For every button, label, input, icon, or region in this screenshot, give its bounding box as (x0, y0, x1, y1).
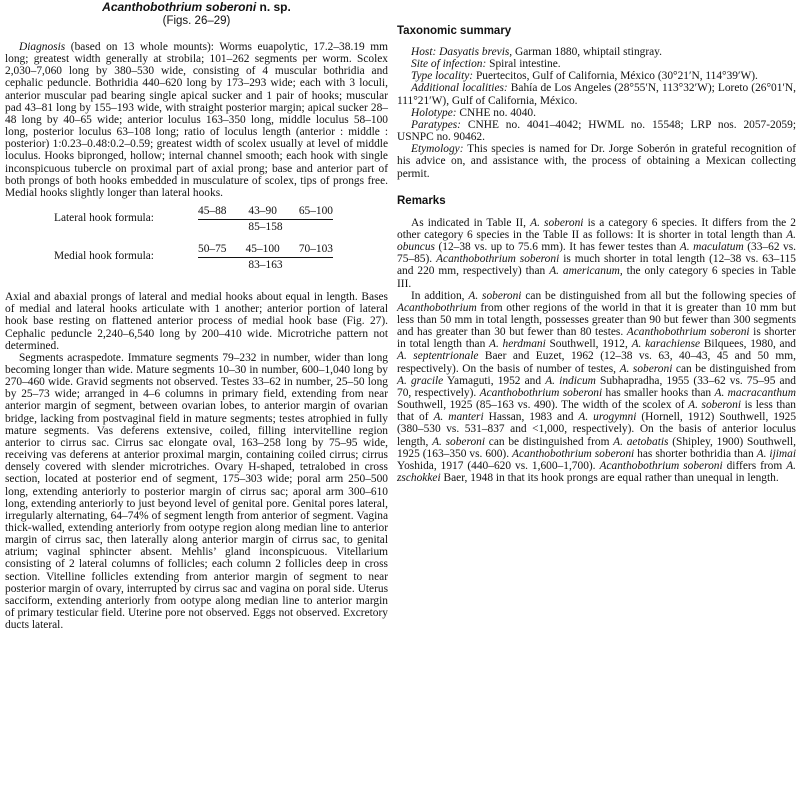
entry-value: Bahía de Los Angeles (28°55′N, 113°32′W); Loreto (26°01′N, 111°21′W), Gulf of California, México. (397, 82, 796, 107)
taxonomic-entry (397, 107, 796, 119)
medial-hook-formula (5, 243, 388, 281)
species-name-italic: Acanthobothrium (397, 301, 477, 314)
text-run: the only category 6 species in Table III. (397, 265, 796, 290)
text-run: is shorter in total length than (397, 326, 796, 351)
diagnosis-paragraph (5, 41, 388, 199)
text-run: Southwell, 1912, (545, 338, 632, 351)
entry-value: Puertecitos, Gulf of California, México (30°21′N, 114°39′W). (473, 70, 758, 83)
species-name-italic: A. soberoni (619, 362, 673, 375)
text-run: has shorter bothridia than (634, 447, 757, 460)
text-run: can be distinguished from (672, 362, 796, 375)
text-run: As indicated in Table II, (411, 216, 531, 229)
right-column (397, 0, 796, 484)
entry-value: CNHE no. 4041–4042; HWML no. 15548; LRP nos. 2057-2059; USNPC no. 90462. (397, 118, 796, 144)
taxonomic-entry (397, 119, 796, 143)
left-column (5, 0, 388, 631)
entry-value: Garman 1880, whiptail stingray. (512, 46, 662, 58)
entry-label: Type locality: (411, 70, 474, 83)
diagnosis-text: (based on 13 whole mounts): Worms euapolytic, 17.2–38.19 mm long; greatest width generally at strobila; 101–262 segments per worm. Scolex 2,030–7,060 long by 380–530 wide, consisting of 4 muscular bothridia and cephalic peduncle. Bothridia 440–620 long by 173–293 wide; each with 3 loculi, anterior muscular pad bearing single apical sucker and 1 pair of hooks; muscular pad 43–81 long by 155–193 wide, with straight posterior margin; apical sucker 28–48 long by 40–65 wide; anterior loculus 163–350 long, middle loculus 58–100 long, posterior loculus 63–108 long; ratio of loculus length (anterior : middle : posterior) 1:0.23–0.48:0.2–0.59; greatest width of scolex usually at level of middle loculus. Hooks bipronged, hollow; internal channel smooth; each hook with single inconspicuous tubercle on proximal part of axial prong; base and anterior part of both prongs of both hooks embedded in musculature of scolex, tips of prongs free. Medial hooks slightly longer than lateral hooks. (5, 41, 388, 199)
text-run: Subhapradha, 1955 (33–62 vs. 75–95 and 70, respectively). (397, 374, 796, 399)
taxonomic-entry (397, 58, 796, 70)
species-name-italic: Acanthobothrium soberoni (436, 253, 560, 266)
text-run: is much shorter in total length (12–38 vs. 63–115 and 220 mm, respectively) than (397, 253, 797, 278)
entry-label: Host: (411, 46, 437, 58)
formula-numerator (198, 205, 333, 220)
taxonomic-summary-list (397, 46, 796, 180)
species-name-italic: A. gracile (397, 374, 444, 387)
entry-label: Additional localities: (411, 82, 508, 95)
species-name: Acanthobothrium soberoni (102, 0, 257, 14)
species-name-italic: A. soberoni (530, 216, 584, 229)
remarks-paragraph-2 (397, 290, 796, 485)
lateral-hook-formula (5, 205, 388, 243)
entry-value: Spiral intestine. (486, 58, 561, 71)
text-run: Bilquees, 1980, and (700, 338, 797, 351)
taxonomic-entry (397, 70, 796, 82)
entry-value: This species is named for Dr. Jorge Soberón in grateful recognition of his advice on, and assistance with, the process of obtaining a Mexican collecting permit. (397, 143, 796, 180)
hook-prongs-paragraph: Axial and abaxial prongs of lateral and medial hooks about equal in length. Bases of medial and lateral hooks articulate with 1 another; anterior portion of lateral hook base resting on flattened anterior process of medial hook base (Fig. 27). Cephalic peduncle 2,240–6,540 long by 200–410 wide. Microtriche pattern not determined. (5, 291, 388, 352)
formula-fraction (198, 205, 333, 234)
species-name-italic: A. obuncus (397, 228, 796, 254)
text-run: Yoshida, 1917 (440–620 vs. 1,600–1,700). (397, 459, 600, 472)
entry-label: Holotype: (411, 106, 457, 119)
entry-italic-value: Dasyatis brevis, (436, 46, 513, 58)
text-run: from other regions of the world in that it is greater than 10 mm but less than 50 mm in total length, possesses greater than 90 but fewer than 300 segments and has greater than 30 but fewer than 80 testes. (397, 301, 796, 339)
formula-label: Medial hook formula: (54, 250, 154, 263)
text-run: Hassan, 1983 and (483, 411, 579, 424)
text-run: (Hornell, 1912) Southwell, 1925 (380–530 vs. 531–837 and <1,000, respectively). On the basis of anterior loculus length, (397, 411, 797, 448)
remarks-paragraph-1 (397, 217, 796, 290)
species-name-italic: Acanthobothrium soberoni (479, 386, 603, 399)
hook-formulas (5, 205, 388, 281)
species-name-italic: Acanthobothrium soberoni (599, 459, 723, 472)
taxonomic-entry (397, 143, 796, 179)
text-run: Baer and Euzet, 1962 (12–38 vs. 63, 40–43, 45 and 50 mm, respectively). On the basis of number of testes, (397, 350, 796, 375)
species-name-italic: A. manteri (433, 411, 484, 424)
text-run: (12–38 vs. up to 75.6 mm). It has fewer testes than (434, 241, 680, 254)
species-name-italic: A. americanum, (549, 265, 623, 278)
species-name-italic: A. maculatum (679, 241, 744, 254)
formula-value: 45–100 (245, 243, 280, 256)
text-run: has smaller hooks than (602, 386, 715, 399)
entry-label: Etymology: (411, 143, 464, 156)
formula-numerator (198, 243, 333, 258)
taxonomic-summary-heading: Taxonomic summary (397, 25, 512, 37)
taxonomic-entry (397, 82, 796, 106)
formula-denominator: 83–163 (248, 259, 283, 272)
species-name-italic: Acanthobothrium soberoni (512, 447, 635, 460)
species-name-italic: A. soberoni (468, 289, 522, 302)
text-run: is a category 6 species. It differs from the 2 other category 6 species in the Table II as follows: It is shorter in total length than (397, 216, 796, 241)
species-name-italic: A. ijimai (756, 447, 796, 460)
formula-denominator: 85–158 (248, 221, 283, 234)
taxonomic-entry (397, 46, 796, 58)
species-name-italic: A. urogymni (578, 411, 637, 424)
text-run: Southwell, 1925 (85–163 vs. 490). The width of the scolex of (397, 399, 689, 412)
formula-label: Lateral hook formula: (54, 212, 154, 225)
text-run: is less than that of (397, 399, 796, 424)
text-run: Yamaguti, 1952 and (443, 374, 546, 387)
entry-value: CNHE no. 4040. (456, 106, 536, 119)
species-name-italic: A. herdmani (489, 338, 546, 351)
species-name-italic: A. karachiense (631, 338, 701, 351)
entry-label: Site of infection: (411, 58, 487, 71)
segments-paragraph: Segments acraspedote. Immature segments 79–232 in number, wider than long becoming longer than wide. Mature segments 10–30 in number, 600–1,040 long by 270–460 wide. Gravid segments not observed. Testes 33–62 in number, 25–50 long by 25–73 wide; arranged in 4–6 columns in primary field, extending from near anterior margin of segment, between ovarian lobes, to anterior margin of ovarian bridge, lacking from postvaginal field in mature segments; testes atrophied in fully mature segments. Vas deferens extensive, coiled, filling intervitelline region anterior to cirrus sac. Cirrus sac elongate oval, 163–258 long by 75–95 wide, receiving vas deferens at anterior proximal margin, containing coiled cirrus; cirrus densely covered with slender microtriches. Ovary H-shaped, tetralobed in cross section, located at posterior end of segment, 175–303 wide; poral arm 250–500 long, extending anteriorly to posterior margin of cirrus sac; aporal arm 300–610 long, extending anteriorly to just beyond level of genital pore. Genital pores lateral, irregularly alternating, 64–74% of segment length from anterior of segment. Vagina thick-walled, extending anteriorly from ootype region along median line to anterior margin of cirrus sac, then laterally along anterior margin of cirrus sac, to genital atrium; vaginal sphincter absent. Mehlis’ gland inconspicuous. Vitellarium consisting of 2 lateral columns of follicles; each column 2 follicles deep in cross section. Vitelline follicles extending from anterior margin of segment to near posterior margin of ovary, interrupted by cirrus sac and vagina on poral side. Uterus sacciform, extending anteriorly from ootype along median line to anterior margin of primary testicular field. Uterine pore not observed. Eggs not observed. Excretory ducts lateral. (5, 351, 388, 632)
formula-value: 50–75 (198, 243, 227, 256)
species-name-italic: Acanthobothrium soberoni (626, 326, 750, 339)
remarks-heading: Remarks (397, 194, 446, 207)
text-run: (Shipley, 1900) Southwell, 1925 (163–350 vs. 600). (397, 435, 796, 460)
species-name-italic: A. zschokkei (397, 459, 796, 484)
text-run: differs from (722, 459, 787, 472)
new-species-marker: n. sp. (256, 0, 291, 14)
diagnosis-label: Diagnosis (19, 41, 66, 53)
species-name-italic: A. aetobatis (613, 435, 669, 448)
formula-value: 43–90 (248, 205, 277, 218)
figure-reference: (Figs. 26–29) (162, 15, 231, 27)
species-name-italic: A. septentrionale (397, 350, 479, 363)
formula-fraction (198, 243, 333, 272)
species-name-italic: A. soberoni (688, 399, 741, 412)
entry-label: Paratypes: (411, 118, 461, 131)
formula-value: 70–103 (298, 243, 333, 256)
text-run: can be distinguished from (485, 435, 614, 448)
text-run: In addition, (411, 289, 469, 302)
text-run: Baer, 1948 in that its hook prongs are equal rather than unequal in length. (440, 472, 779, 484)
text-run: (33–62 vs. 75–85). (397, 241, 796, 266)
species-title (5, 0, 388, 14)
formula-value: 45–88 (198, 205, 227, 218)
species-name-italic: A. soberoni (432, 435, 486, 448)
species-name-italic: A. macracanthum (714, 386, 796, 399)
species-name-italic: A. indicum (545, 374, 596, 387)
formula-value: 65–100 (298, 205, 333, 218)
text-run: can be distinguished from all but the following species of (521, 289, 796, 302)
